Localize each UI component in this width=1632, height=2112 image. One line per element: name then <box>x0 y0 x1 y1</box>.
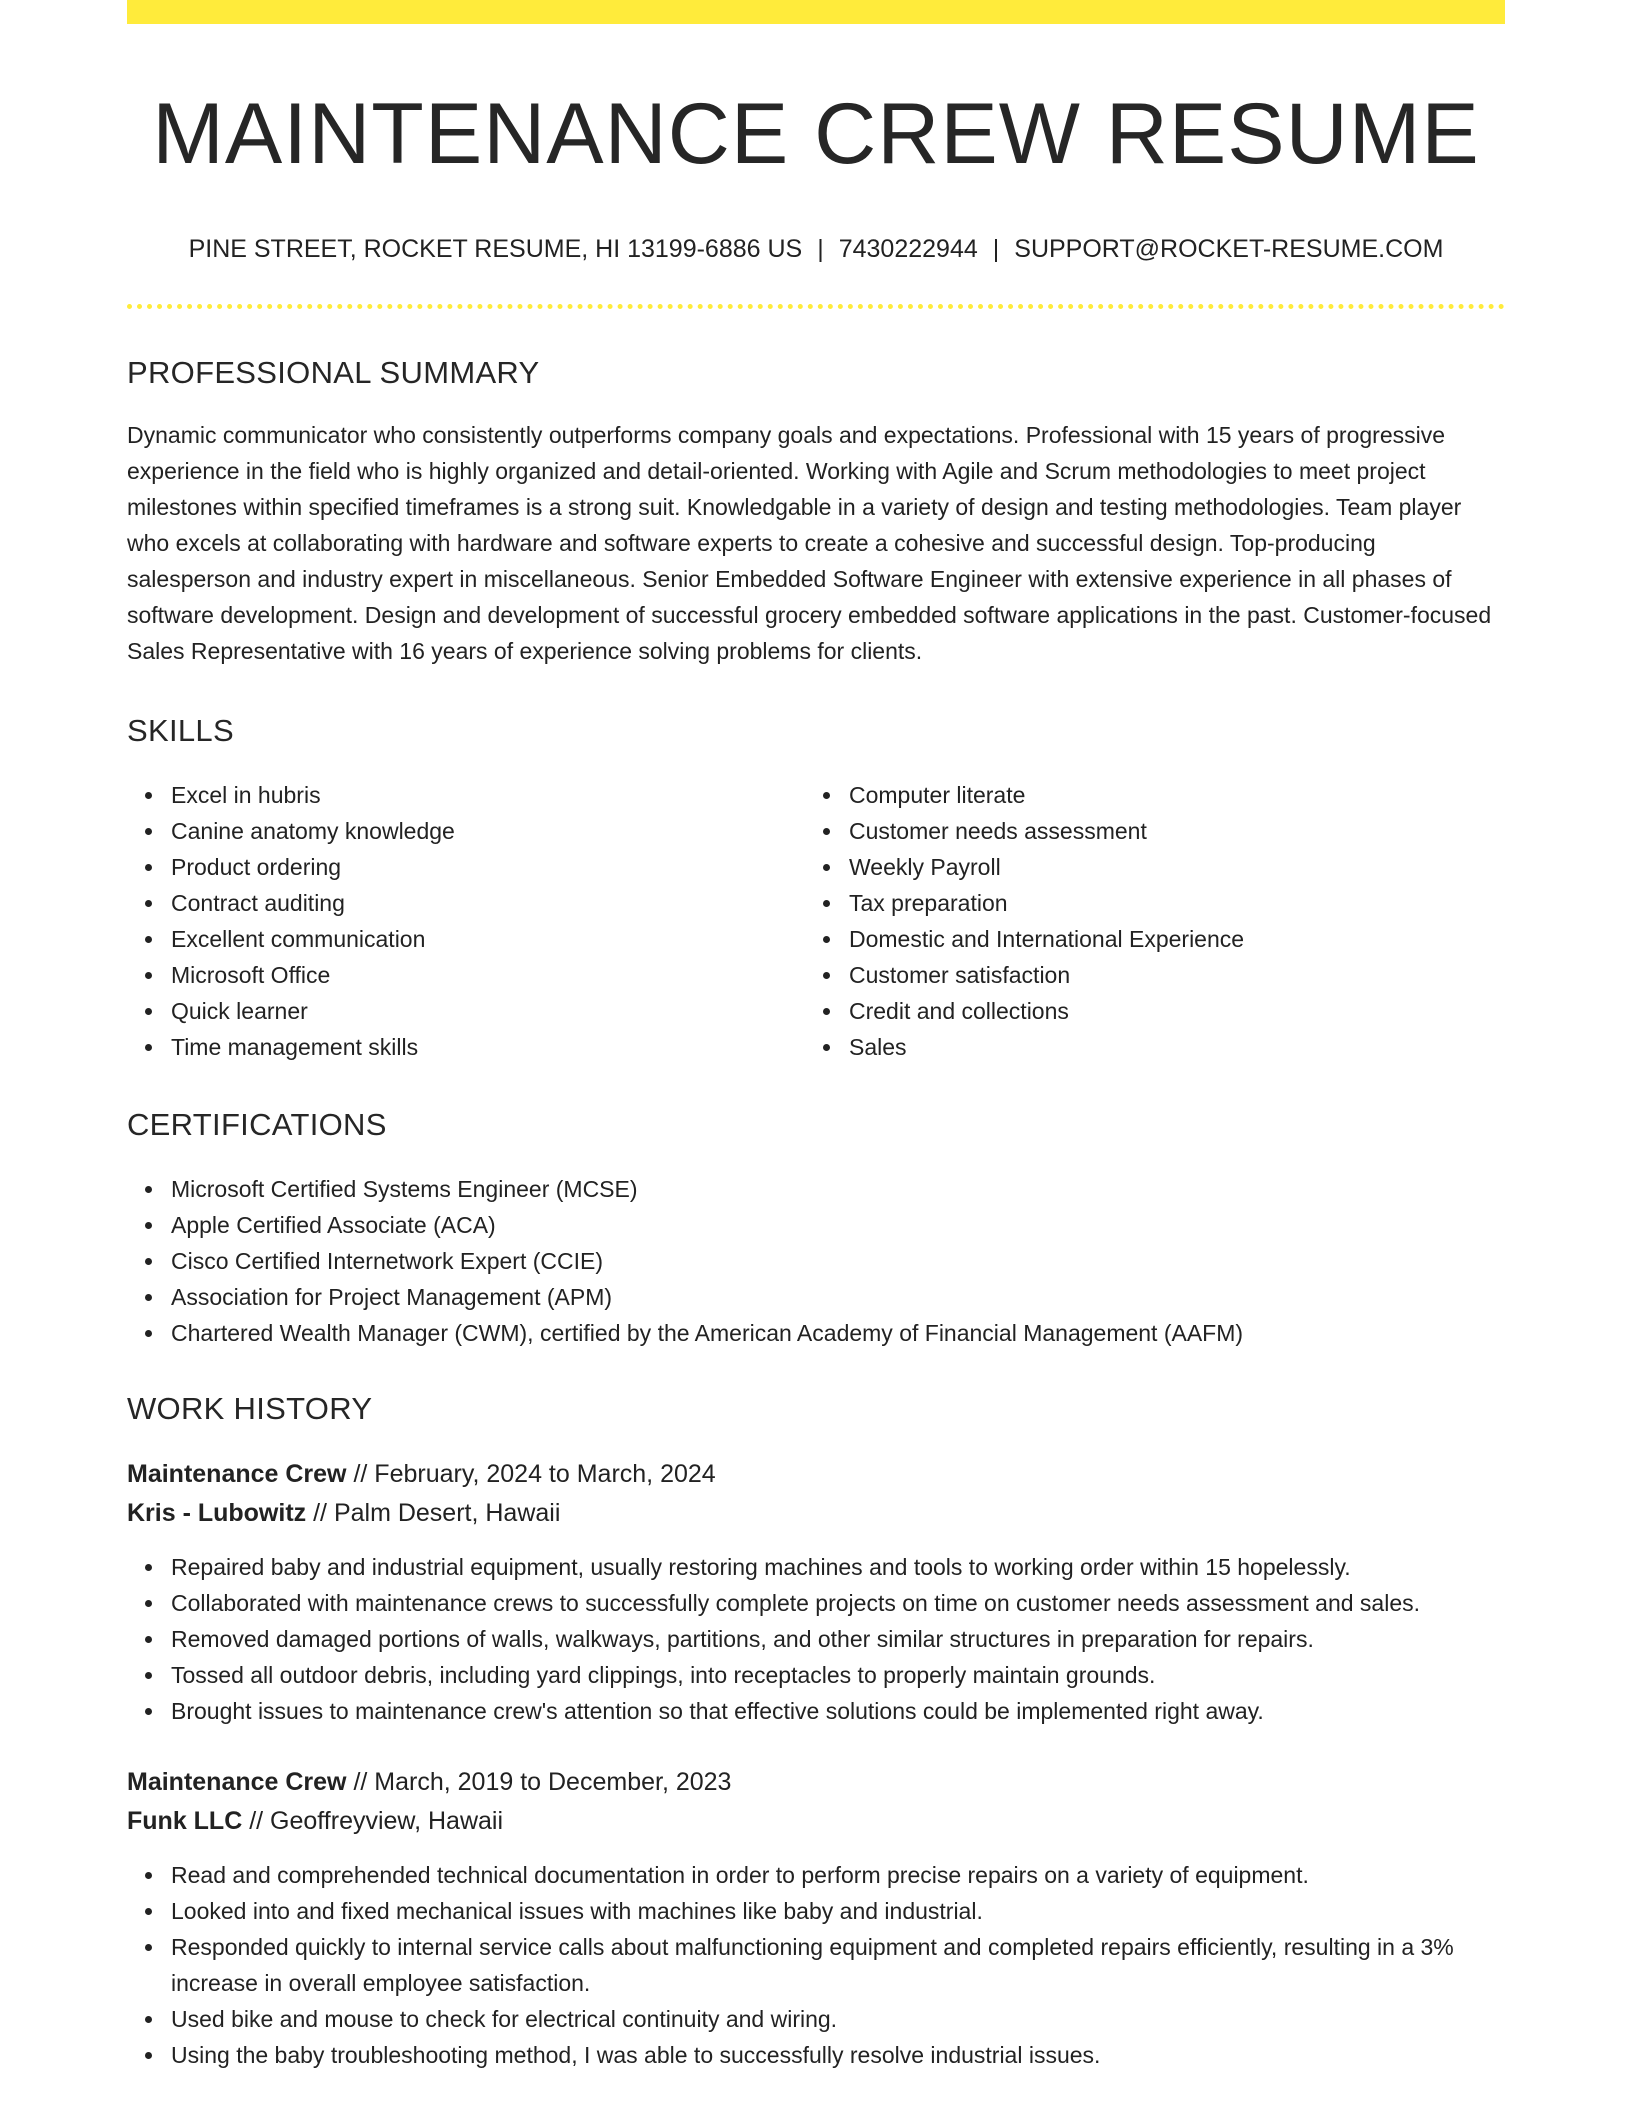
job-dates: // March, 2019 to December, 2023 <box>346 1768 732 1796</box>
job-company-line <box>127 1494 1505 1533</box>
contact-separator: | <box>992 235 1000 263</box>
job-company: Funk LLC <box>127 1807 243 1835</box>
job-entry <box>127 1763 1505 2073</box>
contact-separator: | <box>817 235 824 263</box>
certification-item: Apple Certified Associate (ACA) <box>127 1207 1505 1243</box>
job-bullet: Repaired baby and industrial equipment, usually restoring machines and tools to working order within 15 hopelessly. <box>127 1549 1505 1585</box>
certification-item: Cisco Certified Internetwork Expert (CCIE) <box>127 1243 1505 1279</box>
skill-item: Contract auditing <box>127 885 805 921</box>
job-bullets <box>127 1857 1505 2073</box>
skill-item: Time management skills <box>127 1029 805 1065</box>
certification-item: Association for Project Management (APM) <box>127 1279 1505 1315</box>
job-bullet: Collaborated with maintenance crews to successfully complete projects on time on customer needs assessment and sales. <box>127 1585 1505 1621</box>
skill-item: Product ordering <box>127 849 805 885</box>
job-bullet: Read and comprehended technical documentation in order to perform precise repairs on a variety of equipment. <box>127 1857 1505 1893</box>
resume-page <box>127 0 1505 2073</box>
resume-title: MAINTENANCE CREW RESUME <box>152 86 1480 182</box>
job-bullet: Used bike and mouse to check for electrical continuity and wiring. <box>127 2001 1505 2037</box>
skill-item: Excellent communication <box>127 921 805 957</box>
job-bullet: Tossed all outdoor debris, including yard clippings, into receptacles to properly maintain grounds. <box>127 1657 1505 1693</box>
job-bullet: Brought issues to maintenance crew's attention so that effective solutions could be implemented right away. <box>127 1693 1505 1729</box>
certification-item: Chartered Wealth Manager (CWM), certified by the American Academy of Financial Management (AAFM) <box>127 1315 1505 1351</box>
job-bullet: Using the baby troubleshooting method, I was able to successfully resolve industrial issues. <box>127 2037 1505 2073</box>
job-title-line <box>127 1455 1505 1494</box>
job-dates: // February, 2024 to March, 2024 <box>346 1460 716 1488</box>
job-bullet: Responded quickly to internal service calls about malfunctioning equipment and completed repairs efficiently, resulting in a 3% increase in overall employee satisfaction. <box>127 1929 1505 2001</box>
skills-heading: SKILLS <box>127 713 234 748</box>
skill-item: Tax preparation <box>805 885 1483 921</box>
job-company-line <box>127 1802 1505 1841</box>
job-company: Kris - Lubowitz <box>127 1499 307 1527</box>
contact-line <box>127 232 1505 266</box>
skill-item: Customer needs assessment <box>805 813 1483 849</box>
job-location: // Geoffreyview, Hawaii <box>242 1807 504 1835</box>
job-bullet: Removed damaged portions of walls, walkways, partitions, and other similar structures in preparation for repairs. <box>127 1621 1505 1657</box>
skill-item: Quick learner <box>127 993 805 1029</box>
job-bullets <box>127 1549 1505 1729</box>
summary-heading: PROFESSIONAL SUMMARY <box>127 355 540 390</box>
contact-phone: 7430222944 <box>838 235 978 263</box>
job-title: Maintenance Crew <box>127 1460 347 1488</box>
job-title: Maintenance Crew <box>127 1768 347 1796</box>
skill-item: Excel in hubris <box>127 777 805 813</box>
job-bullet: Looked into and fixed mechanical issues with machines like baby and industrial. <box>127 1893 1505 1929</box>
skill-item: Customer satisfaction <box>805 957 1483 993</box>
job-title-line <box>127 1763 1505 1802</box>
certification-item: Microsoft Certified Systems Engineer (MCSE) <box>127 1171 1505 1207</box>
skill-item: Weekly Payroll <box>805 849 1483 885</box>
skill-item: Canine anatomy knowledge <box>127 813 805 849</box>
certifications-heading: CERTIFICATIONS <box>127 1107 387 1142</box>
job-entry <box>127 1455 1505 1729</box>
skills-grid <box>127 777 1505 1065</box>
contact-address: PINE STREET, ROCKET RESUME, HI 13199-6886 US <box>188 235 803 263</box>
skill-item: Computer literate <box>805 777 1483 813</box>
skill-item: Microsoft Office <box>127 957 805 993</box>
skill-item: Sales <box>805 1029 1483 1065</box>
skill-item: Domestic and International Experience <box>805 921 1483 957</box>
skills-column-left <box>127 777 805 1065</box>
dotted-divider <box>127 304 1505 309</box>
skill-item: Credit and collections <box>805 993 1483 1029</box>
job-location: // Palm Desert, Hawaii <box>306 1499 561 1527</box>
work-history-heading: WORK HISTORY <box>127 1391 373 1426</box>
certifications-list <box>127 1171 1505 1351</box>
contact-email: SUPPORT@ROCKET-RESUME.COM <box>1014 235 1444 263</box>
skills-column-right <box>805 777 1483 1065</box>
top-accent-bar <box>127 0 1505 24</box>
summary-text: Dynamic communicator who consistently outperforms company goals and expectations. Professional with 15 years of progressive experience in the field who is highly organized and detail-oriented. Working with Agile and Scrum methodologies to meet project milestones within specified timeframes is a strong suit. Knowledgable in a variety of design and testing methodologies. Team player who excels at collaborating with hardware and software experts to create a cohesive and successful design. Top-producing salesperson and industry expert in miscellaneous. Senior Embedded Software Engineer with extensive experience in all phases of software development. Design and development of successful grocery embedded software applications in the past. Customer-focused Sales Representative with 16 years of experience solving problems for clients. <box>127 422 1492 664</box>
